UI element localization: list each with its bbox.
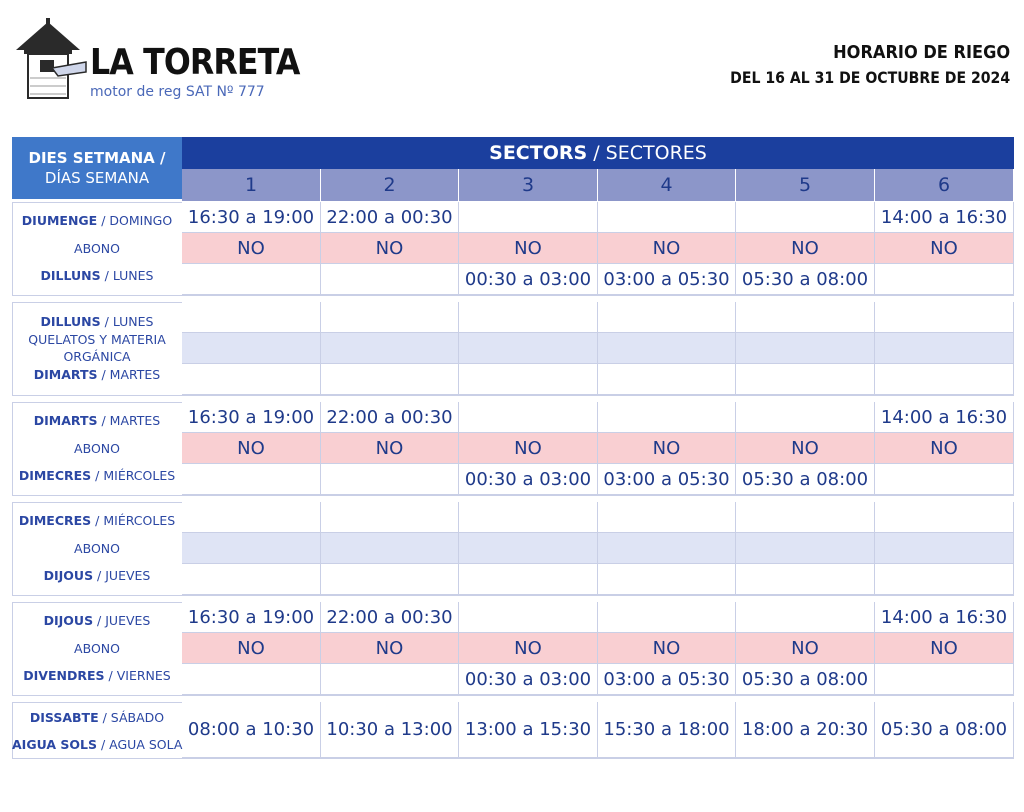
time-slot-cell: [321, 333, 459, 364]
day-label-separator: /: [97, 413, 110, 428]
day-label-es: ABONO: [74, 241, 120, 256]
time-slot-cell: [875, 302, 1014, 333]
time-slot-cell: [736, 202, 875, 233]
time-slot-cell: [598, 502, 736, 533]
day-label: [12, 213, 182, 228]
time-slot-cell: 14:00 a 16:30: [875, 402, 1014, 433]
time-slot-cell: 14:00 a 16:30: [875, 202, 1014, 233]
time-slot-cell: [875, 564, 1014, 595]
time-slot-cell: 03:00 a 05:30: [598, 264, 736, 295]
day-label-ca: AIGUA SOLS: [12, 737, 97, 752]
time-slot-cell: 15:30 a 18:00: [598, 702, 736, 758]
day-label-ca: DIVENDRES: [23, 668, 105, 683]
day-label-es: DOMINGO: [109, 213, 173, 228]
logo-subtitle: motor de reg SAT Nº 777: [90, 84, 265, 100]
abono-cell: NO: [182, 633, 321, 664]
abono-cell: NO: [598, 433, 736, 464]
abono-cell: NO: [182, 233, 321, 264]
time-slot-cell: 16:30 a 19:00: [182, 602, 321, 633]
time-slot-cell: 05:30 a 08:00: [875, 702, 1014, 758]
day-label-es: MARTES: [109, 413, 161, 428]
sectors-header-ca: SECTORS: [489, 142, 588, 164]
day-label-ca: DISSABTE: [29, 710, 99, 725]
day-label-ca: DILLUNS: [40, 268, 101, 283]
abono-cell: NO: [736, 633, 875, 664]
time-slot-cell: 22:00 a 00:30: [321, 202, 459, 233]
day-label: [12, 513, 182, 528]
title-line-2: DEL 16 AL 31 DE OCTUBRE DE 2024: [730, 68, 1010, 87]
logo-name: LA TORRETA: [90, 42, 300, 83]
day-label-es: ORGÁNICA: [63, 349, 131, 364]
time-slot-cell: 16:30 a 19:00: [182, 402, 321, 433]
time-slot-cell: 16:30 a 19:00: [182, 202, 321, 233]
time-slot-cell: [182, 564, 321, 595]
day-label-es: JUEVES: [105, 613, 151, 628]
time-slot-cell: [459, 402, 598, 433]
abono-cell: NO: [598, 633, 736, 664]
time-slot-cell: [598, 564, 736, 595]
document-title: [692, 42, 1010, 92]
abono-cell: NO: [459, 233, 598, 264]
day-label: [12, 349, 182, 364]
time-slot-cell: 00:30 a 03:00: [459, 664, 598, 695]
time-slot-cell: [459, 564, 598, 595]
day-label: [12, 468, 182, 483]
sector-number-2: 2: [321, 169, 459, 201]
day-label-separator: /: [100, 314, 113, 329]
time-slot-cell: [182, 533, 321, 564]
day-label-es: AGUA SOLA: [109, 737, 183, 752]
time-slot-cell: [598, 364, 736, 395]
sector-number-4: 4: [598, 169, 736, 201]
abono-cell: NO: [736, 233, 875, 264]
day-label: [12, 541, 182, 556]
abono-cell: NO: [598, 233, 736, 264]
time-slot-cell: [598, 302, 736, 333]
time-slot-cell: [875, 664, 1014, 695]
day-label-separator: /: [93, 568, 106, 583]
sectors-header-es: SECTORES: [605, 142, 707, 164]
day-label: [12, 367, 182, 382]
time-slot-cell: [182, 664, 321, 695]
time-slot-cell: [736, 364, 875, 395]
day-label-ca: DIMECRES: [18, 468, 92, 483]
time-slot-cell: 05:30 a 08:00: [736, 664, 875, 695]
time-slot-cell: [182, 333, 321, 364]
day-label-es: MARTES: [109, 367, 161, 382]
day-label-es: MIÉRCOLES: [103, 513, 176, 528]
time-slot-cell: [182, 502, 321, 533]
day-label: [12, 710, 182, 725]
time-slot-cell: [875, 464, 1014, 495]
time-slot-cell: [736, 533, 875, 564]
day-label: [12, 613, 182, 628]
day-label-separator: /: [91, 513, 104, 528]
time-slot-cell: [459, 502, 598, 533]
abono-cell: NO: [182, 433, 321, 464]
time-slot-cell: 05:30 a 08:00: [736, 264, 875, 295]
time-slot-cell: 03:00 a 05:30: [598, 664, 736, 695]
day-label-separator: /: [104, 668, 117, 683]
sector-number-6: 6: [875, 169, 1014, 201]
time-slot-cell: [736, 302, 875, 333]
time-slot-cell: [459, 302, 598, 333]
abono-cell: NO: [875, 233, 1014, 264]
sectors-header-sep: /: [587, 142, 606, 164]
abono-cell: NO: [321, 433, 459, 464]
day-label: [12, 241, 182, 256]
time-slot-cell: [598, 202, 736, 233]
day-label-separator: /: [98, 710, 111, 725]
time-slot-cell: 22:00 a 00:30: [321, 402, 459, 433]
time-slot-cell: [459, 602, 598, 633]
time-slot-cell: [875, 364, 1014, 395]
day-label: [12, 332, 182, 347]
day-label-ca: DIMECRES: [18, 513, 92, 528]
day-label-es: SÁBADO: [110, 710, 165, 725]
time-slot-cell: [598, 333, 736, 364]
day-label-ca: DIJOUS: [43, 613, 94, 628]
time-slot-cell: [875, 264, 1014, 295]
time-slot-cell: [459, 333, 598, 364]
time-slot-cell: [321, 364, 459, 395]
sectors-header: [182, 137, 1014, 169]
time-slot-cell: 00:30 a 03:00: [459, 464, 598, 495]
time-slot-cell: 18:00 a 20:30: [736, 702, 875, 758]
time-slot-cell: [459, 202, 598, 233]
day-label: [12, 641, 182, 656]
time-slot-cell: [321, 533, 459, 564]
abono-cell: NO: [459, 633, 598, 664]
day-label-separator: /: [93, 613, 106, 628]
day-label-separator: /: [100, 268, 113, 283]
day-label-es: ABONO: [74, 441, 120, 456]
day-label-ca: DIUMENGE: [21, 213, 98, 228]
day-label-es: MIÉRCOLES: [103, 468, 176, 483]
day-label-ca: DILLUNS: [40, 314, 101, 329]
abono-cell: NO: [321, 233, 459, 264]
time-slot-cell: [598, 602, 736, 633]
time-slot-cell: [182, 364, 321, 395]
days-header: [12, 137, 182, 199]
day-label: [12, 441, 182, 456]
logo: [12, 16, 300, 104]
abono-cell: NO: [459, 433, 598, 464]
time-slot-cell: [459, 533, 598, 564]
day-label-separator: /: [96, 737, 110, 752]
time-slot-cell: [736, 564, 875, 595]
day-label-separator: /: [97, 367, 110, 382]
time-slot-cell: [736, 502, 875, 533]
day-label-separator: /: [97, 213, 110, 228]
time-slot-cell: [321, 464, 459, 495]
time-slot-cell: [321, 302, 459, 333]
time-slot-cell: [875, 333, 1014, 364]
abono-cell: NO: [875, 433, 1014, 464]
day-label-es: ABONO: [74, 541, 120, 556]
days-header-es: DÍAS SEMANA: [44, 169, 150, 187]
day-label: [12, 314, 182, 329]
day-label-es: QUELATOS Y MATERIA: [28, 332, 166, 347]
time-slot-cell: [182, 302, 321, 333]
day-label-es: LUNES: [112, 314, 154, 329]
time-slot-cell: [875, 502, 1014, 533]
time-slot-cell: 14:00 a 16:30: [875, 602, 1014, 633]
time-slot-cell: [598, 533, 736, 564]
abono-cell: NO: [875, 633, 1014, 664]
time-slot-cell: [459, 364, 598, 395]
day-label-ca: DIMARTS: [33, 413, 98, 428]
sector-number-3: 3: [459, 169, 598, 201]
day-label-ca: DIJOUS: [43, 568, 94, 583]
time-slot-cell: [598, 402, 736, 433]
time-slot-cell: 10:30 a 13:00: [321, 702, 459, 758]
day-label-separator: /: [91, 468, 104, 483]
day-label-es: JUEVES: [105, 568, 151, 583]
time-slot-cell: [736, 602, 875, 633]
title-line-1: HORARIO DE RIEGO: [832, 42, 1010, 63]
day-label: [12, 668, 182, 683]
time-slot-cell: [321, 664, 459, 695]
time-slot-cell: [321, 264, 459, 295]
time-slot-cell: [321, 502, 459, 533]
sector-number-5: 5: [736, 169, 875, 201]
tower-icon: [12, 16, 90, 100]
time-slot-cell: [736, 402, 875, 433]
day-label-es: LUNES: [112, 268, 154, 283]
day-label: [12, 737, 182, 752]
day-label: [12, 268, 182, 283]
sector-number-1: 1: [182, 169, 321, 201]
time-slot-cell: [875, 533, 1014, 564]
day-label: [12, 568, 182, 583]
time-slot-cell: [182, 264, 321, 295]
time-slot-cell: 00:30 a 03:00: [459, 264, 598, 295]
time-slot-cell: [736, 333, 875, 364]
day-label-ca: DIMARTS: [33, 367, 98, 382]
time-slot-cell: 05:30 a 08:00: [736, 464, 875, 495]
abono-cell: NO: [736, 433, 875, 464]
time-slot-cell: 08:00 a 10:30: [182, 702, 321, 758]
day-label-es: ABONO: [74, 641, 120, 656]
day-label: [12, 413, 182, 428]
time-slot-cell: [182, 464, 321, 495]
time-slot-cell: 03:00 a 05:30: [598, 464, 736, 495]
abono-cell: NO: [321, 633, 459, 664]
time-slot-cell: 13:00 a 15:30: [459, 702, 598, 758]
days-header-ca: DIES SETMANA /: [28, 149, 166, 167]
day-label-es: VIERNES: [116, 668, 171, 683]
time-slot-cell: 22:00 a 00:30: [321, 602, 459, 633]
time-slot-cell: [321, 564, 459, 595]
